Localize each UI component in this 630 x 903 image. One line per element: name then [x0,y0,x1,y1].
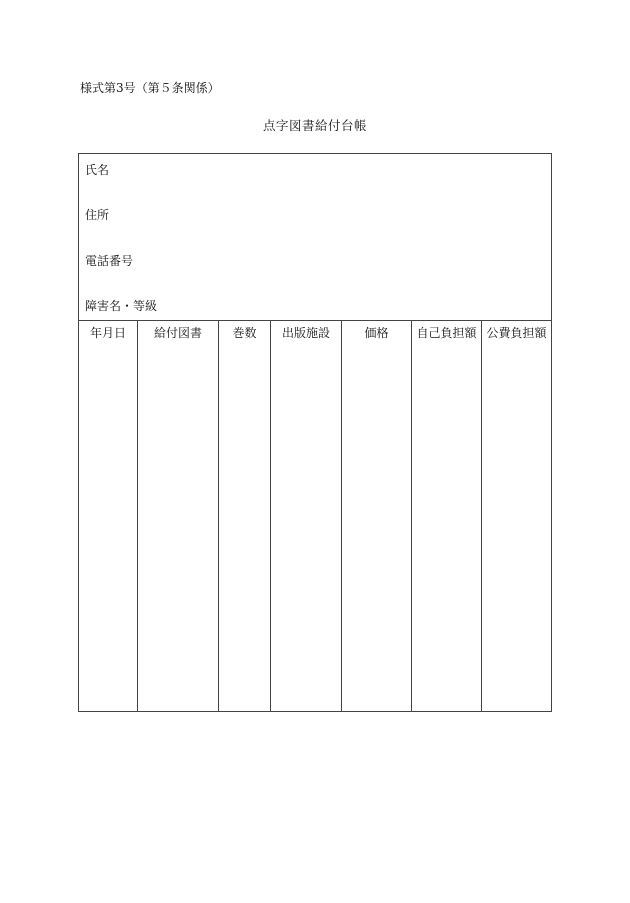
address-label: 住所 [85,208,110,222]
column-date [79,321,138,711]
column-publisher [271,321,342,711]
column-book [138,321,219,711]
form-number: 様式第3号（第５条関係） [80,81,220,95]
disability-grade-label: 障害名・等級 [85,299,158,313]
ledger-form [78,153,552,712]
document-title: 点字図書給付台帳 [262,118,367,133]
column-header-date: 年月日 [89,326,126,340]
column-public-pay [482,321,551,711]
column-price [342,321,412,711]
column-header-price: 価格 [364,326,389,340]
column-volumes [219,321,271,711]
column-header-volumes: 巻数 [232,326,257,340]
recipient-info-section [79,154,551,321]
phone-label: 電話番号 [85,254,134,268]
ledger-table [79,321,551,711]
column-header-book: 給付図書 [153,326,202,340]
column-header-public-pay: 公費負担額 [486,326,547,340]
name-label: 氏名 [85,163,110,177]
column-header-publisher: 出版施設 [281,326,330,340]
column-self-pay [412,321,482,711]
column-header-self-pay: 自己負担額 [416,326,477,340]
